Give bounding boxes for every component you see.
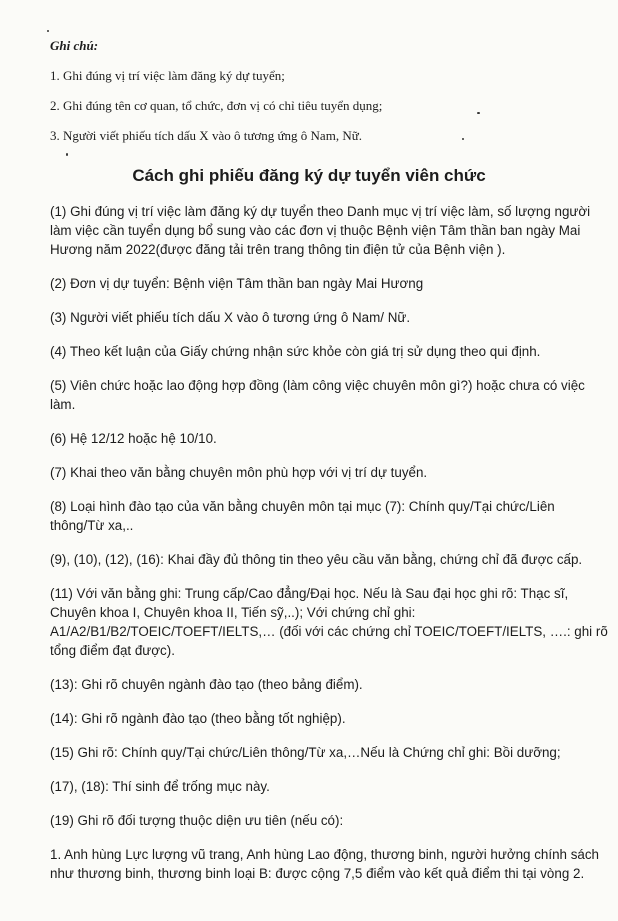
- instruction-paragraph: (19) Ghi rõ đối tượng thuộc diện ưu tiên (nếu có):: [50, 813, 344, 828]
- instruction-paragraph: (6) Hệ 12/12 hoặc hệ 10/10.: [50, 431, 217, 446]
- instruction-paragraph: (5) Viên chức hoặc lao động hợp đồng (làm công việc chuyên môn gì?) hoặc chưa có việc làm.: [50, 378, 585, 412]
- notes-title: Ghi chú:: [50, 38, 99, 53]
- scan-speck: [477, 112, 480, 114]
- instruction-paragraph: (15) Ghi rõ: Chính quy/Tại chức/Liên thông/Từ xa,…Nếu là Chứng chỉ ghi: Bồi dưỡng;: [50, 745, 561, 760]
- instruction-paragraph: 1. Anh hùng Lực lượng vũ trang, Anh hùng Lao động, thương binh, người hưởng chính sách như thương binh, thương binh loại B: được cộng 7,5 điểm vào kết quả điểm thi tại vòng 2.: [50, 847, 599, 881]
- instruction-paragraph: (3) Người viết phiếu tích dấu X vào ô tương ứng ô Nam/ Nữ.: [50, 310, 411, 325]
- instruction-paragraph: (13): Ghi rõ chuyên ngành đào tạo (theo bảng điểm).: [50, 677, 363, 692]
- note-item: 3. Người viết phiếu tích dấu X vào ô tương ứng ô Nam, Nữ.: [50, 128, 362, 143]
- instruction-paragraph: (1) Ghi đúng vị trí việc làm đăng ký dự tuyển theo Danh mục vị trí việc làm, số lượng người làm việc cần tuyển dụng bổ sung vào các đơn vị thuộc Bệnh viện Tâm thần ban ngày Mai Hương năm 2022(được đăng tải trên trang thông tin điện tử của Bệnh viện ).: [50, 204, 591, 257]
- note-item: 1. Ghi đúng vị trí việc làm đăng ký dự tuyển;: [50, 68, 285, 83]
- scan-speck: [462, 138, 464, 140]
- notes-section: [50, 38, 590, 158]
- instruction-paragraph: (17), (18): Thí sinh để trống mục này.: [50, 779, 270, 794]
- instructions-body: [50, 202, 610, 891]
- scan-speck: [47, 30, 49, 32]
- instruction-paragraph: (8) Loại hình đào tạo của văn bằng chuyên môn tại mục (7): Chính quy/Tại chức/Liên thông/Từ xa,..: [50, 499, 555, 533]
- instruction-paragraph: (7) Khai theo văn bằng chuyên môn phù hợp với vị trí dự tuyển.: [50, 465, 428, 480]
- instruction-paragraph: (4) Theo kết luận của Giấy chứng nhận sức khỏe còn giá trị sử dụng theo qui định.: [50, 344, 541, 359]
- instruction-paragraph: (2) Đơn vị dự tuyển: Bệnh viện Tâm thần ban ngày Mai Hương: [50, 276, 424, 291]
- instruction-paragraph: (11) Với văn bằng ghi: Trung cấp/Cao đẳng/Đại học. Nếu là Sau đại học ghi rõ: Thạc sĩ, Chuyên khoa I, Chuyên khoa II, Tiến sỹ,..); Với chứng chỉ ghi: A1/A2/B1/B2/TOEIC/TOEFT/IELTS,… (đối với các chứng chỉ TOEIC/TOEFT/IELTS, ….: ghi rõ tổng điểm đạt được).: [50, 586, 608, 658]
- instruction-paragraph: (14): Ghi rõ ngành đào tạo (theo bằng tốt nghiệp).: [50, 711, 346, 726]
- scan-speck: [66, 153, 68, 156]
- document-heading: Cách ghi phiếu đăng ký dự tuyển viên chức: [132, 166, 486, 185]
- note-item: 2. Ghi đúng tên cơ quan, tổ chức, đơn vị có chỉ tiêu tuyển dụng;: [50, 98, 383, 113]
- instruction-paragraph: (9), (10), (12), (16): Khai đầy đủ thông tin theo yêu cầu văn bằng, chứng chỉ đã được cấp.: [50, 552, 583, 567]
